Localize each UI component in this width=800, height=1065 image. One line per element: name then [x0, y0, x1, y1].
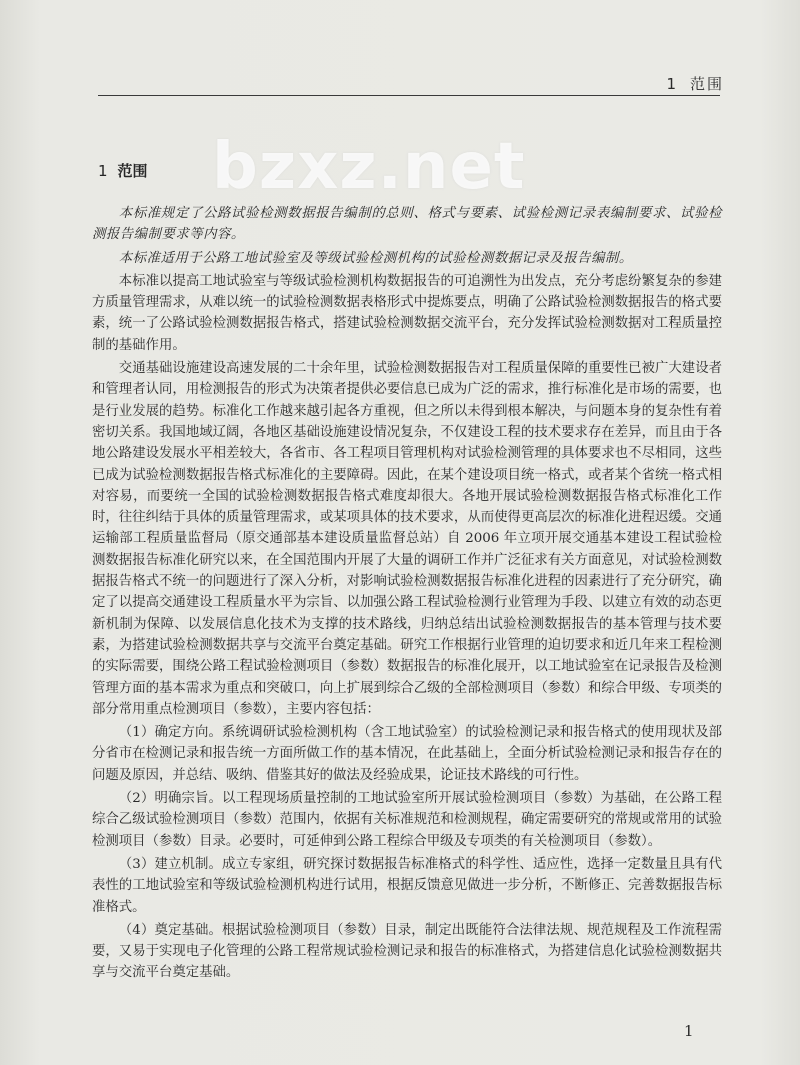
page-number: 1	[684, 1022, 694, 1040]
section-number: 1	[98, 162, 108, 180]
paragraph: （3）建立机制。成立专家组，研究探讨数据报告标准格式的科学性、适应性，选择一定数量且具有代表性的工地试验室和等级试验检测机构进行试用，根据反馈意见做进一步分析，不断修正、完善数据报告标准格式。	[92, 856, 722, 915]
paragraph: （2）明确宗旨。以工程现场质量控制的工地试验室所开展试验检测项目（参数）为基础，在公路工程综合乙级试验检测项目（参数）范围内，依据有关标准规范和检测规程，确定需要研究的常规或常用的试验检测项目（参数）目录。必要时，可延伸到公路工程综合甲级及专项类的有关检测项目（参数）。	[92, 791, 722, 849]
section-title: 范围	[117, 162, 148, 180]
watermark: bzxz.net	[212, 130, 526, 204]
paragraph: 本标准适用于公路工地试验室及等级试验检测机构的试验检测数据记录及报告编制。	[118, 250, 633, 266]
paragraph: （4）奠定基础。根据试验检测项目（参数）目录，制定出既能符合法律法规、规范规程及工作流程需要，又易于实现电子化管理的公路工程常规试验检测记录和报告的标准格式，为搭建信息化试验检测数据共享与交流平台奠定基础。	[92, 922, 722, 981]
paragraph: （1）确定方向。系统调研试验检测机构（含工地试验室）的试验检测记录和报告格式的使用现状及部分省市在检测记录和报告统一方面所做工作的基本情况，在此基础上，全面分析试验检测记录和报告存在的问题及原因，并总结、吸纳、借鉴其好的做法及经验成果，论证技术路线的可行性。	[92, 725, 722, 783]
running-head-number: 1	[666, 75, 678, 93]
paragraph: 本标准以提高工地试验室与等级试验检测机构数据报告的可追溯性为出发点，充分考虑纷繁复杂的参建方质量管理需求，从难以统一的试验检测数据表格形式中提炼要点，明确了公路试验检测数据报告的格式要素，统一了公路试验检测数据报告格式，搭建试验检测数据交流平台，充分发挥试验检测数据对工程质量控制的基础作用。	[92, 273, 722, 353]
paragraph: 本标准规定了公路试验检测数据报告编制的总则、格式与要素、试验检测记录表编制要求、试验检测报告编制要求等内容。	[92, 206, 722, 243]
header-rule	[98, 95, 720, 96]
running-head	[666, 73, 724, 94]
running-head-title: 范围	[689, 75, 724, 93]
body-text	[92, 203, 722, 986]
paragraph: 交通基础设施建设高速发展的二十余年里，试验检测数据报告对工程质量保障的重要性已被广大建设者和管理者认同，用检测报告的形式为决策者提供必要信息已成为广泛的需求，推行标准化是市场的需要，也是行业发展的趋势。标准化工作越来越引起各方重视，但之所以未得到根本解决，与问题本身的复杂性有着密切关系。我国地域辽阔，各地区基础设施建设情况复杂，不仅建设工程的技术要求存在差异，而且由于各地公路建设发展水平相差较大，各省市、各工程项目管理机构对试验检测管理的具体要求也不尽相同，这些已成为试验检测数据报告格式标准化的主要障碍。因此，在某个建设项目统一格式，或者某个省统一格式相对容易，而要统一全国的试验检测数据报告格式难度却很大。各地开展试验检测数据报告格式标准化工作时，往往纠结于具体的质量管理需求，或某项具体的技术要求，从而使得更高层次的标准化进程迟缓。交通运输部工程质量监督局（原交通部基本建设质量监督总站）自 2006 年立项开展交通基本建设工程试验检测数据报告标准化研究以来，在全国范围内开展了大量的调研工作并广泛征求有关方面意见，对试验检测数据报告格式不统一的问题进行了深入分析，对影响试验检测数据报告标准化进程的因素进行了充分研究，确定了以提高交通建设工程质量水平为宗旨、以加强公路工程试验检测行业管理为手段、以建立有效的动态更新机制为保障、以发展信息化技术为支撑的技术路线，归纳总结出试验检测数据报告的基本管理与技术要素，为搭建试验检测数据共享与交流平台奠定基础。研究工作根据行业管理的迫切要求和近几年来工程检测的实际需要，围绕公路工程试验检测项目（参数）数据报告的标准化展开，以工地试验室在记录报告及检测管理方面的基本需求为重点和突破口，向上扩展到综合乙级的全部检测项目（参数）和综合甲级、专项类的部分常用重点检测项目（参数），主要内容包括：	[92, 361, 722, 717]
section-heading	[98, 160, 148, 181]
